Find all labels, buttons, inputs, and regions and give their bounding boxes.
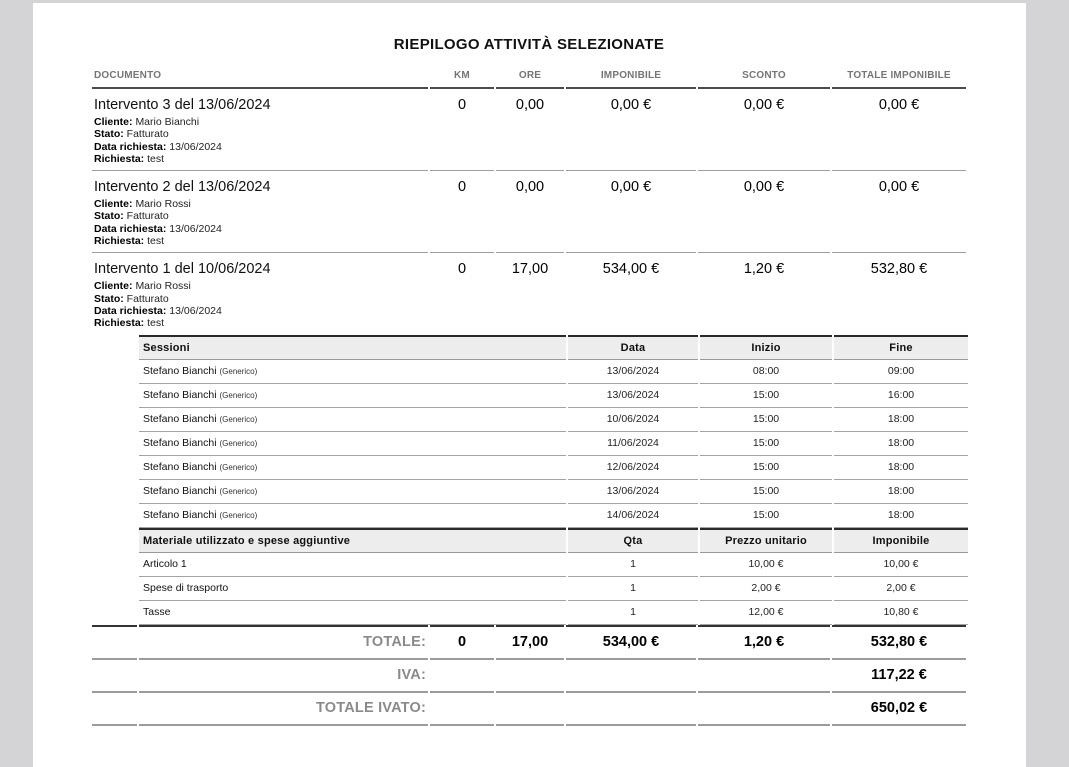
- materials-table: [137, 528, 970, 625]
- intervento-detail: Stato: Fatturato: [94, 292, 169, 305]
- session-inizio: 08:00: [700, 360, 832, 384]
- material-imponibile: 10,00 €: [834, 553, 968, 577]
- totale-totale-imponibile: 532,80 €: [832, 625, 966, 660]
- intervento-detail: Richiesta: test: [94, 235, 165, 248]
- totale-sconto: 1,20 €: [698, 625, 830, 660]
- nested-subtables-row: [92, 335, 966, 625]
- iva-label: IVA:: [139, 660, 428, 693]
- cell-imponibile: 0,00 €: [566, 171, 696, 253]
- session-operator-tag: (Generico): [219, 510, 258, 520]
- materials-header-imponibile: Imponibile: [834, 528, 968, 553]
- totale-km: 0: [430, 625, 494, 660]
- intervento-title: Intervento 3 del 13/06/2024: [94, 97, 271, 113]
- session-inizio: 15:00: [700, 432, 832, 456]
- material-imponibile: 2,00 €: [834, 577, 968, 601]
- material-row: [139, 553, 968, 577]
- material-row: [139, 577, 968, 601]
- session-operator-tag: (Generico): [219, 486, 258, 496]
- material-row: [139, 601, 968, 625]
- materials-header-prezzo: Prezzo unitario: [700, 528, 832, 553]
- cell-imponibile: 0,00 €: [566, 89, 696, 171]
- session-data: 13/06/2024: [568, 360, 698, 384]
- sessions-header-name: Sessioni: [139, 335, 566, 360]
- session-fine: 18:00: [834, 480, 968, 504]
- table-row-intervento-3: [92, 89, 966, 171]
- totale-ivato-value: 650,02 €: [832, 693, 966, 726]
- intervento-detail: Stato: Fatturato: [94, 128, 169, 141]
- intervento-detail: Richiesta: test: [94, 317, 165, 330]
- cell-ore: 0,00: [496, 89, 564, 171]
- page-title: RIEPILOGO ATTIVITÀ SELEZIONATE: [393, 36, 665, 53]
- cell-imponibile: 534,00 €: [602, 261, 660, 278]
- totals-table: [90, 625, 968, 726]
- sessions-header-fine: Fine: [834, 335, 968, 360]
- table-row-intervento-2: [92, 171, 966, 253]
- cell-totale-imponibile: 532,80 €: [870, 261, 928, 278]
- column-header-documento: DOCUMENTO: [92, 66, 428, 89]
- column-header-sconto: SCONTO: [698, 66, 830, 89]
- session-row: [139, 480, 968, 504]
- material-qta: 1: [568, 577, 698, 601]
- cell-ore: 0,00: [496, 171, 564, 253]
- report-page: [33, 3, 1026, 767]
- session-data: 10/06/2024: [568, 408, 698, 432]
- totale-label: TOTALE:: [139, 625, 428, 660]
- totale-imponibile: 534,00 €: [566, 625, 696, 660]
- session-data: 12/06/2024: [568, 456, 698, 480]
- session-inizio: 15:00: [700, 408, 832, 432]
- totals-indent: [92, 625, 137, 660]
- intervento-detail: Cliente: Mario Rossi: [94, 280, 191, 293]
- session-operator-tag: (Generico): [219, 414, 258, 424]
- cell-totale-imponibile: 0,00 €: [832, 171, 966, 253]
- material-prezzo: 12,00 €: [700, 601, 832, 625]
- iva-row: [92, 660, 966, 693]
- session-operator-tag: (Generico): [219, 390, 258, 400]
- column-header-ore: ORE: [496, 66, 564, 89]
- session-inizio: 15:00: [700, 504, 832, 528]
- session-operator: Stefano Bianchi: [143, 364, 217, 377]
- session-operator: Stefano Bianchi: [143, 460, 217, 473]
- cell-km: 0: [430, 171, 494, 253]
- cell-ore: 17,00: [511, 261, 549, 278]
- cell-sconto: 0,00 €: [698, 171, 830, 253]
- session-row: [139, 504, 968, 528]
- session-data: 14/06/2024: [568, 504, 698, 528]
- session-row: [139, 360, 968, 384]
- session-fine: 18:00: [834, 408, 968, 432]
- column-header-totale-imponibile: TOTALE IMPONIBILE: [832, 66, 966, 89]
- column-header-km: KM: [430, 66, 494, 89]
- session-fine: 18:00: [834, 456, 968, 480]
- session-inizio: 15:00: [700, 456, 832, 480]
- session-inizio: 15:00: [700, 384, 832, 408]
- totals-row: [92, 625, 966, 660]
- iva-value: 117,22 €: [832, 660, 966, 693]
- intervento-title: Intervento 2 del 13/06/2024: [94, 179, 271, 196]
- report-content: [33, 36, 1026, 726]
- totals-indent: [92, 660, 137, 693]
- session-operator: Stefano Bianchi: [143, 508, 217, 521]
- cell-km: 0: [430, 89, 494, 171]
- intervento-detail: Data richiesta: 13/06/2024: [94, 140, 222, 153]
- session-operator-tag: (Generico): [219, 438, 258, 448]
- materials-header-name: Materiale utilizzato e spese aggiuntive: [139, 528, 566, 553]
- cell-totale-imponibile: 0,00 €: [832, 89, 966, 171]
- table-row-intervento-1: [92, 253, 966, 334]
- session-operator: Stefano Bianchi: [143, 412, 217, 425]
- session-operator: Stefano Bianchi: [143, 436, 217, 449]
- session-operator: Stefano Bianchi: [143, 484, 217, 497]
- material-prezzo: 2,00 €: [700, 577, 832, 601]
- cell-sconto: 1,20 €: [743, 261, 785, 278]
- session-operator-tag: (Generico): [219, 366, 258, 376]
- material-qta: 1: [568, 553, 698, 577]
- material-prezzo: 10,00 €: [700, 553, 832, 577]
- intervento-detail: Data richiesta: 13/06/2024: [94, 304, 222, 317]
- intervento-detail: Stato: Fatturato: [94, 210, 169, 223]
- sessions-table-header: [139, 335, 968, 360]
- session-data: 13/06/2024: [568, 384, 698, 408]
- sessions-header-inizio: Inizio: [700, 335, 832, 360]
- totale-ivato-label: TOTALE IVATO:: [139, 693, 428, 726]
- documents-table-header: [92, 66, 966, 89]
- intervento-detail: Cliente: Mario Rossi: [94, 198, 191, 211]
- session-data: 11/06/2024: [568, 432, 698, 456]
- column-header-imponibile: IMPONIBILE: [566, 66, 696, 89]
- session-operator: Stefano Bianchi: [143, 388, 217, 401]
- session-fine: 18:00: [834, 432, 968, 456]
- intervento-title: Intervento 1 del 10/06/2024: [94, 261, 271, 278]
- intervento-detail: Cliente: Mario Bianchi: [94, 116, 200, 128]
- session-fine: 09:00: [834, 360, 968, 384]
- session-row: [139, 456, 968, 480]
- intervento-detail: Data richiesta: 13/06/2024: [94, 222, 222, 235]
- material-imponibile: 10,80 €: [834, 601, 968, 625]
- documents-table: [90, 66, 968, 625]
- materials-table-header: [139, 528, 968, 553]
- session-row: [139, 432, 968, 456]
- material-name: Tasse: [139, 601, 566, 625]
- material-qta: 1: [568, 601, 698, 625]
- sessions-table: [137, 335, 970, 528]
- totale-ivato-row: [92, 693, 966, 726]
- cell-sconto: 0,00 €: [698, 89, 830, 171]
- session-operator-tag: (Generico): [219, 462, 258, 472]
- session-row: [139, 384, 968, 408]
- sessions-header-data: Data: [568, 335, 698, 360]
- session-data: 13/06/2024: [568, 480, 698, 504]
- totals-indent: [92, 693, 137, 726]
- session-row: [139, 408, 968, 432]
- intervento-detail: Richiesta: test: [94, 152, 165, 165]
- material-name: Articolo 1: [139, 553, 566, 577]
- session-fine: 16:00: [834, 384, 968, 408]
- totale-ore: 17,00: [496, 625, 564, 660]
- cell-km: 0: [457, 261, 467, 278]
- session-inizio: 15:00: [700, 480, 832, 504]
- session-fine: 18:00: [834, 504, 968, 528]
- material-name: Spese di trasporto: [139, 577, 566, 601]
- materials-header-qta: Qta: [568, 528, 698, 553]
